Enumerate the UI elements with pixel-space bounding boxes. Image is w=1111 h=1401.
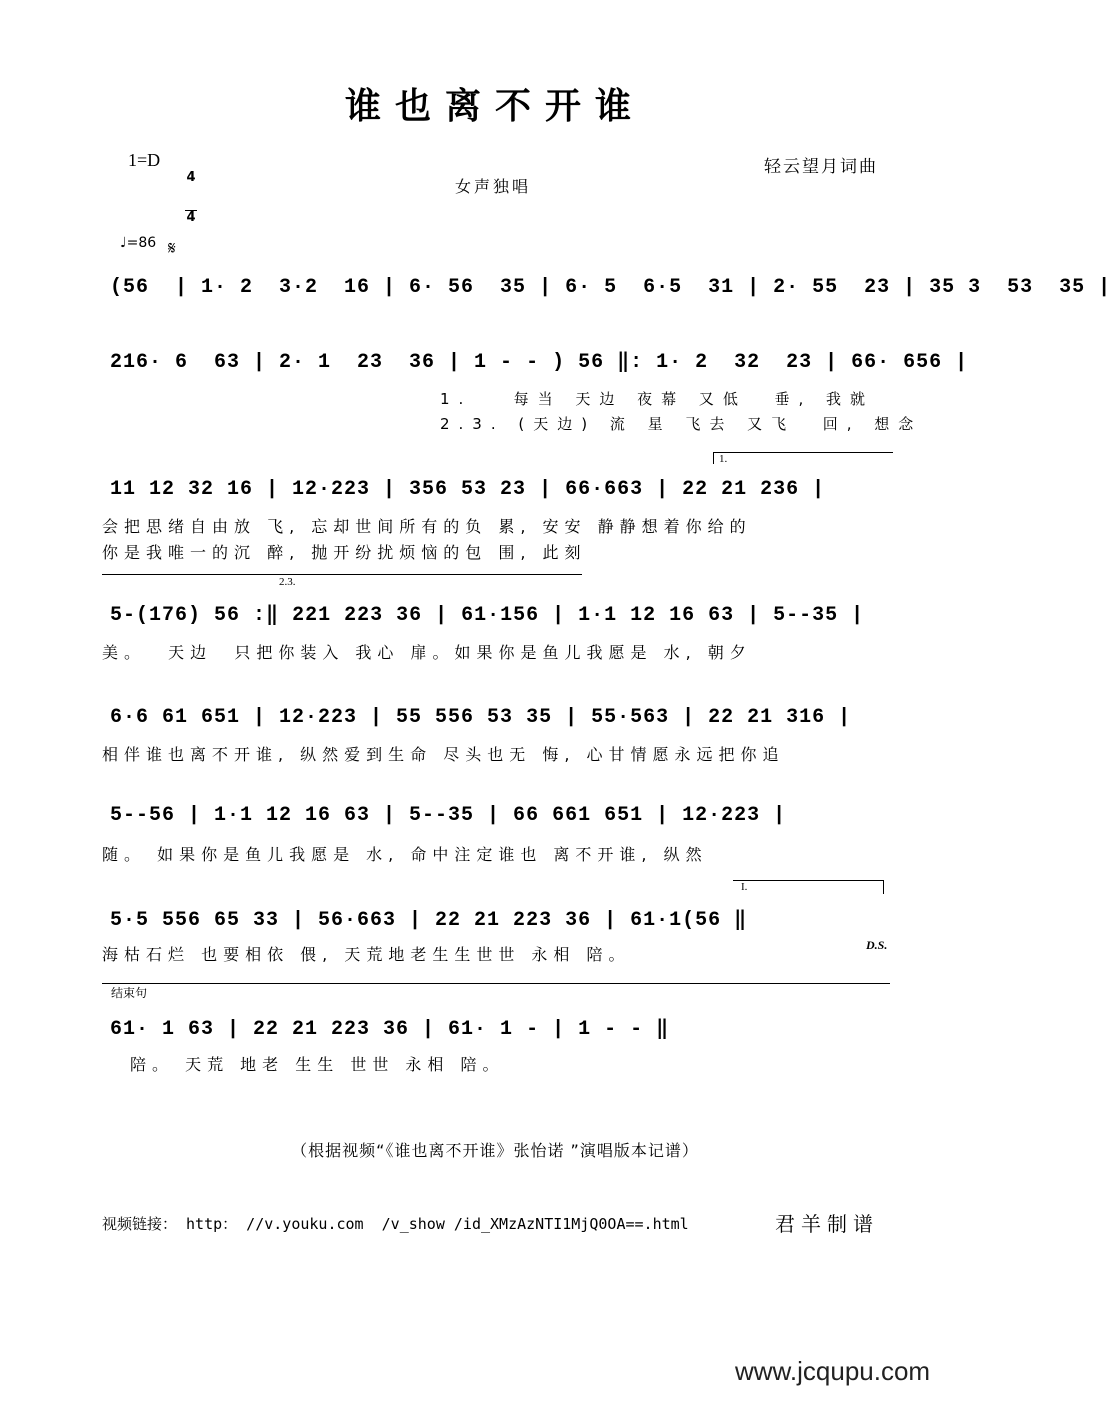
notation-row-8: 61· 1 63 | 22 21 223 36 | 61· 1 - | 1 - - ‖ (110, 1018, 670, 1041)
key-signature: 1=D (128, 150, 161, 170)
volta-I-label: I. (741, 881, 748, 893)
lyrics-row-5: 相伴谁也离不开谁, 纵然爱到生命 尽头也无 悔, 心甘情愿永远把你追 (102, 745, 785, 764)
notation-row-3: 11 12 32 16 | 12·223 | 356 53 23 | 66·663 | 22 21 236 | (110, 478, 826, 501)
notation-row-4: 5-(176) 56 :‖ 221 223 36 | 61·156 | 1·1 12 16 63 | 5--35 | (110, 604, 865, 627)
volta-23-label: 2.3. (279, 576, 296, 588)
page-title: 谁也离不开谁 (344, 85, 645, 127)
volta-1-bracket-edge (713, 452, 714, 464)
notation-row-1: (56 | 1· 2 3·2 16 | 6· 56 35 | 6· 5 6·5 31 | 2· 55 23 | 35 3 53 35 | (110, 276, 1111, 299)
volta-1-label: 1. (719, 453, 728, 465)
video-link: 视频链接： http： //v.youku.com /v_show /id_XMzAzNTI1MjQ0OA==.html (102, 1215, 689, 1233)
lyrics-row-4: 美。 天边 只把你装入 我心 扉。如果你是鱼儿我愿是 水, 朝夕 (102, 643, 752, 662)
lyrics-row-2-line-1: 1. 每当 天边 夜幕 又低 垂, 我就 (440, 390, 874, 408)
watermark: www.jcqupu.com (735, 1356, 931, 1386)
volta-1-bracket (713, 452, 893, 453)
lyrics-row-6: 随。 如果你是鱼儿我愿是 水, 命中注定谁也 离不开谁, 纵然 (102, 845, 708, 864)
notation-row-6: 5--56 | 1·1 12 16 63 | 5--35 | 66 661 651 | 12·223 | (110, 804, 787, 827)
transcription-note: （根据视频“《谁也离不开谁》张怡诺 ”演唱版本记谱） (291, 1141, 699, 1160)
notation-row-7: 5·5 556 65 33 | 56·663 | 22 21 223 36 | 61·1(56 ‖ (110, 909, 748, 932)
lyrics-row-2-line-2: 2.3. (天边) 流 星 飞去 又飞 回, 想念 (440, 415, 923, 433)
tempo-marking: ♩=86 (120, 235, 157, 251)
subtitle: 女声独唱 (455, 177, 532, 196)
ending-label: 结束句 (111, 986, 148, 1000)
signature: 君羊制谱 (775, 1212, 879, 1236)
author-credit: 轻云望月词曲 (764, 157, 878, 177)
notation-row-2: 216· 6 63 | 2· 1 23 36 | 1 - - ) 56 ‖: 1· 2 32 23 | 66· 656 | (110, 351, 969, 374)
meter-top: 4 (186, 170, 196, 185)
lyrics-row-8: 陪。 天荒 地老 生生 世世 永相 陪。 (130, 1055, 505, 1074)
volta-I-bracket-edge (883, 880, 884, 894)
notation-row-5: 6·6 61 651 | 12·223 | 55 556 53 35 | 55·563 | 22 21 316 | (110, 706, 852, 729)
segno-icon: 𝄋 (168, 238, 176, 259)
ds-marking: D.S. (866, 938, 888, 952)
lyrics-row-3-line-2: 你是我唯一的沉 醉, 抛开纷扰烦恼的包 围, 此刻 (102, 543, 587, 562)
lyrics-row-7: 海枯石烂 也要相依 偎, 天荒地老生生世世 永相 陪。 (102, 945, 631, 964)
lyrics-row-3-line-1: 会把思绪自由放 飞, 忘却世间所有的负 累, 安安 静静想着你给的 (102, 517, 752, 536)
volta-I-bracket (733, 880, 883, 881)
time-signature (185, 145, 197, 237)
meter-bottom: 4 (186, 210, 196, 225)
volta-23-bracket (102, 574, 582, 575)
ending-bracket (102, 983, 890, 984)
